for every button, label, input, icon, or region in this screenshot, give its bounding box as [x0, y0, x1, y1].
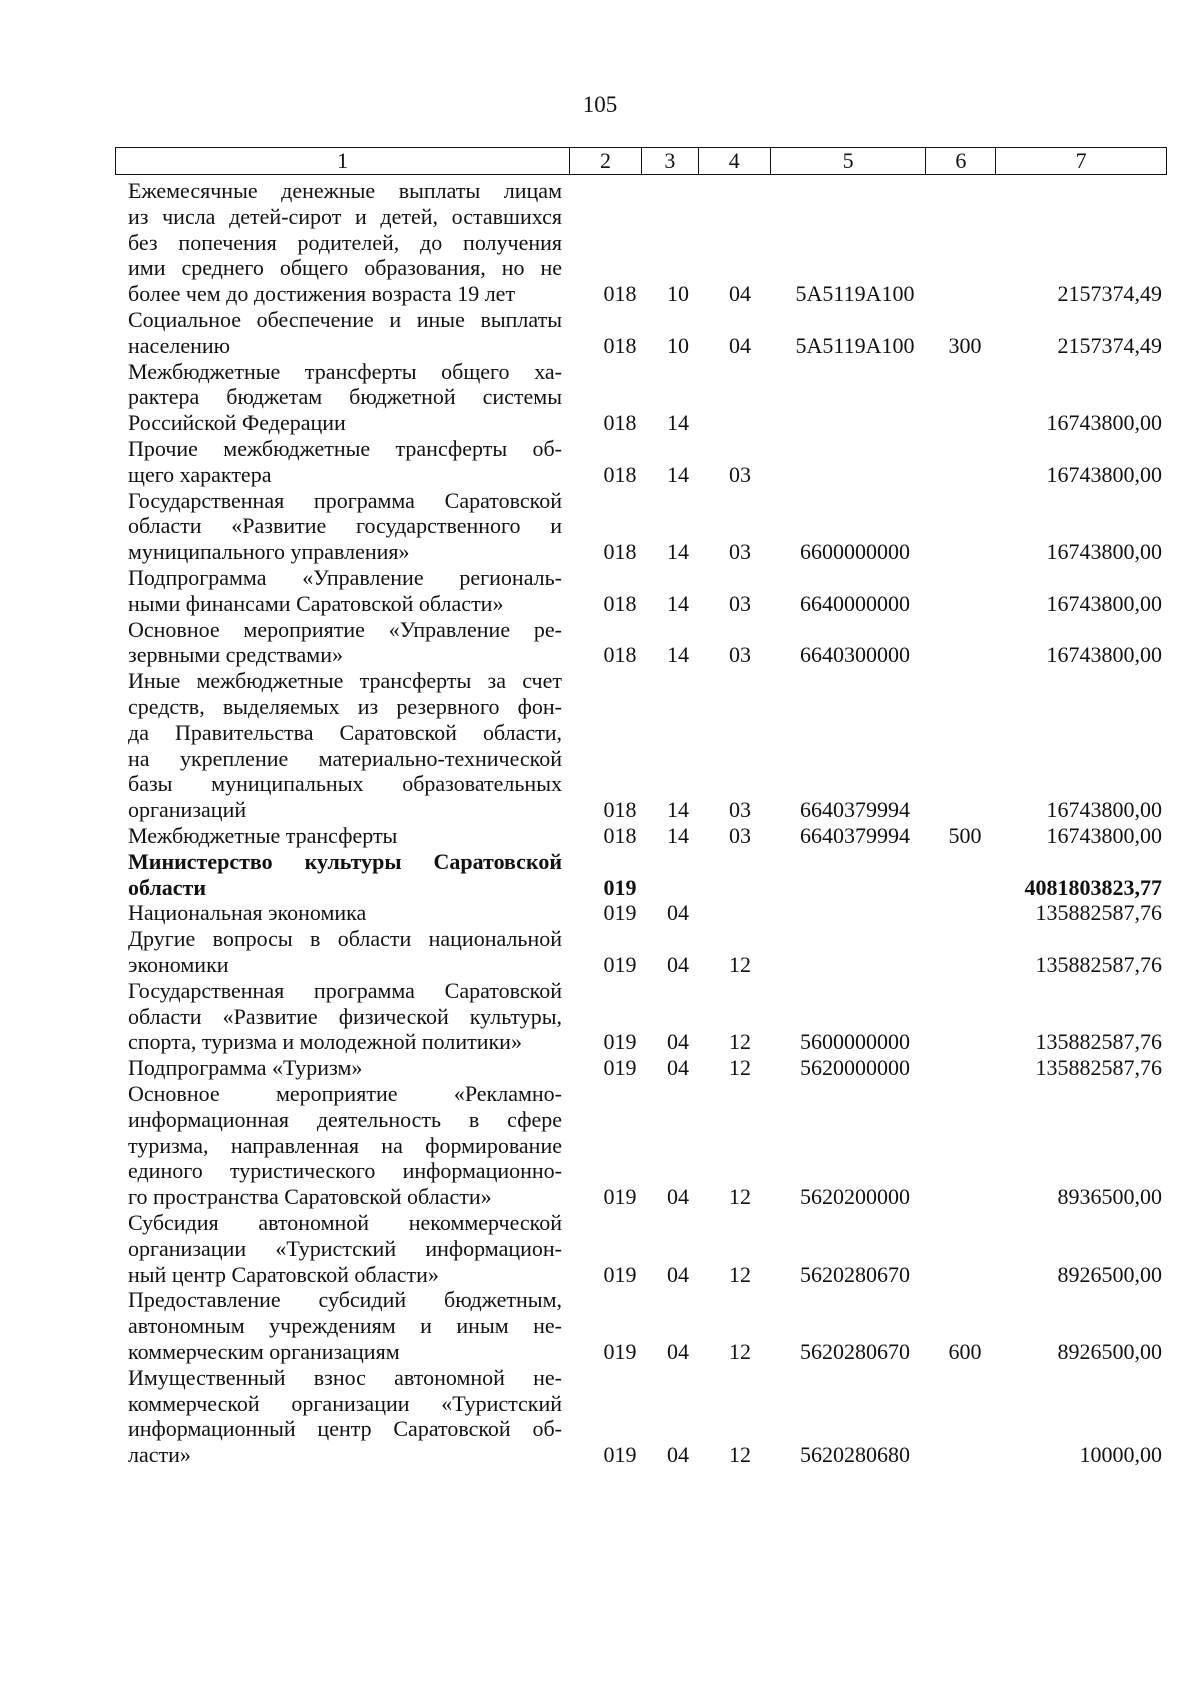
row-cell-c7: 8926500,00 [1057, 1338, 1162, 1364]
page-number: 105 [582, 92, 618, 117]
row-cell-c2: 018 [603, 822, 637, 848]
header-col-4: 4 [699, 148, 771, 174]
row-cell-c3: 14 [667, 797, 689, 823]
row-cell-c2: 019 [603, 1029, 637, 1055]
row-description-line: единого туристического информационно- [128, 1158, 562, 1184]
row-cell-c3: 04 [667, 1261, 689, 1287]
row-description-line: муниципального управления» [128, 539, 410, 565]
header-col-3: 3 [642, 148, 699, 174]
table-row [0, 307, 1200, 359]
row-description [128, 488, 562, 565]
row-cell-c3: 04 [667, 900, 689, 926]
row-cell-c7: 16743800,00 [1046, 410, 1162, 436]
row-cell-c3: 04 [667, 951, 689, 977]
table-row [0, 978, 1200, 1055]
row-cell-c2: 018 [603, 281, 637, 307]
row-description [128, 823, 562, 849]
row-description-line: Основное мероприятие «Управление ре- [128, 616, 562, 642]
table-row [0, 617, 1200, 669]
row-cell-c5: 6640000000 [800, 590, 910, 616]
row-cell-c4: 04 [729, 281, 751, 307]
row-description [128, 178, 562, 307]
row-cell-c2: 019 [603, 1261, 637, 1287]
header-col-2: 2 [570, 148, 642, 174]
row-cell-c7: 16743800,00 [1046, 642, 1162, 668]
row-cell-c3: 04 [667, 1055, 689, 1081]
row-cell-c3: 14 [667, 461, 689, 487]
table-row [0, 178, 1200, 307]
row-description [128, 1055, 562, 1081]
row-cell-c4: 12 [729, 1029, 751, 1055]
row-description [128, 307, 562, 359]
table-row [0, 849, 1200, 901]
row-description-line: на укрепление материально-технической [128, 745, 562, 771]
row-description-line: спорта, туризма и молодежной политики» [128, 1029, 522, 1055]
table-body [0, 178, 1200, 1468]
row-description-line: Основное мероприятие «Рекламно- [128, 1080, 562, 1106]
row-cell-c7: 16743800,00 [1046, 797, 1162, 823]
table-row [0, 436, 1200, 488]
row-cell-c5: 6640300000 [800, 642, 910, 668]
header-col-1: 1 [116, 148, 570, 174]
row-cell-c2: 018 [603, 410, 637, 436]
row-description-line: Российской Федерации [128, 410, 346, 436]
row-cell-c2: 018 [603, 797, 637, 823]
row-description-line: го пространства Саратовской области» [128, 1184, 492, 1210]
row-description [128, 359, 562, 436]
row-description [128, 1081, 562, 1210]
table-row [0, 900, 1200, 926]
row-description-line: Межбюджетные трансферты [128, 822, 398, 848]
row-description-line: автономным учреждениям и иным не- [128, 1313, 562, 1339]
row-description-line: ными финансами Саратовской области» [128, 590, 504, 616]
row-description-line: Подпрограмма «Туризм» [128, 1055, 363, 1081]
row-description-line: информационный центр Саратовской об- [128, 1416, 562, 1442]
row-cell-c7: 8936500,00 [1057, 1184, 1162, 1210]
header-col-6: 6 [926, 148, 996, 174]
row-cell-c5: 5620000000 [800, 1055, 910, 1081]
row-description [128, 436, 562, 488]
row-cell-c4: 03 [729, 461, 751, 487]
row-description [128, 565, 562, 617]
row-description-line: ный центр Саратовской области» [128, 1261, 439, 1287]
row-cell-c5: 5А5119А100 [795, 281, 915, 307]
row-description-line: Министерство культуры Саратовской [128, 848, 562, 874]
row-cell-c2: 018 [603, 539, 637, 565]
row-cell-c4: 03 [729, 822, 751, 848]
row-cell-c3: 14 [667, 642, 689, 668]
row-cell-c7: 8926500,00 [1057, 1261, 1162, 1287]
row-description-line: зервными средствами» [128, 642, 343, 668]
row-cell-c2: 018 [603, 590, 637, 616]
header-col-7: 7 [1075, 148, 1087, 173]
row-cell-c5: 5620200000 [800, 1184, 910, 1210]
row-cell-c3: 14 [667, 410, 689, 436]
row-description-line: базы муниципальных образовательных [128, 771, 562, 797]
table-row [0, 1210, 1200, 1287]
row-cell-c7: 135882587,76 [1035, 1055, 1162, 1081]
row-description [128, 1287, 562, 1364]
row-cell-c7: 16743800,00 [1046, 461, 1162, 487]
row-cell-c7: 135882587,76 [1035, 1029, 1162, 1055]
row-description-line: организаций [128, 797, 247, 823]
row-description-line: из числа детей-сирот и детей, оставшихся [128, 203, 562, 229]
row-cell-c5: 5620280670 [800, 1338, 910, 1364]
table-row [0, 1081, 1200, 1210]
row-cell-c5: 5600000000 [800, 1029, 910, 1055]
row-description [128, 1210, 562, 1287]
row-description-line: средств, выделяемых из резервного фон- [128, 693, 562, 719]
row-cell-c3: 14 [667, 822, 689, 848]
table-header [115, 147, 1167, 175]
table-row [0, 565, 1200, 617]
row-description-line: Социальное обеспечение и иные выплаты [128, 307, 562, 332]
row-description-line: Субсидия автономной некоммерческой [128, 1209, 562, 1235]
row-description-line: Предоставление субсидий бюджетным, [128, 1287, 562, 1313]
row-cell-c5: 6600000000 [800, 539, 910, 565]
row-description-line: коммерческим организациям [128, 1338, 400, 1364]
row-cell-c4: 03 [729, 590, 751, 616]
row-cell-c7: 2157374,49 [1057, 281, 1162, 307]
row-description-line: Имущественный взнос автономной не- [128, 1364, 562, 1390]
table-row [0, 359, 1200, 436]
row-description [128, 668, 562, 823]
row-cell-c3: 04 [667, 1029, 689, 1055]
row-cell-c2: 018 [603, 642, 637, 668]
row-cell-c6: 300 [948, 332, 982, 358]
row-description-line: области «Развитие государственного и [128, 513, 562, 539]
row-cell-c2: 018 [603, 461, 637, 487]
row-description-line: экономики [128, 951, 229, 977]
table-row [0, 488, 1200, 565]
row-cell-c7: 4081803823,77 [1024, 874, 1162, 900]
row-description-line: Прочие межбюджетные трансферты об- [128, 435, 562, 461]
table-row [0, 926, 1200, 978]
row-description-line: организации «Туристский информацион- [128, 1235, 562, 1261]
row-cell-c4: 03 [729, 539, 751, 565]
table-row [0, 1365, 1200, 1468]
row-cell-c3: 04 [667, 1338, 689, 1364]
row-description-line: щего характера [128, 461, 272, 487]
row-cell-c2: 019 [603, 1055, 637, 1081]
table-row [0, 668, 1200, 823]
row-description-line: Государственная программа Саратовской [128, 977, 562, 1003]
row-cell-c7: 10000,00 [1079, 1442, 1162, 1468]
row-cell-c5: 6640379994 [800, 822, 910, 848]
row-description [128, 926, 562, 978]
row-cell-c7: 16743800,00 [1046, 539, 1162, 565]
row-cell-c6: 600 [948, 1338, 982, 1364]
row-description-line: информационная деятельность в сфере [128, 1106, 562, 1132]
row-cell-c4: 03 [729, 642, 751, 668]
row-description-line: Межбюджетные трансферты общего ха- [128, 358, 562, 384]
row-cell-c4: 12 [729, 951, 751, 977]
row-cell-c2: 019 [603, 1338, 637, 1364]
header-col-5: 5 [771, 148, 927, 174]
row-cell-c2: 019 [603, 900, 637, 926]
row-description-line: ласти» [128, 1442, 191, 1468]
row-cell-c3: 04 [667, 1184, 689, 1210]
row-cell-c4: 12 [729, 1442, 751, 1468]
row-description [128, 1365, 562, 1468]
table-row [0, 823, 1200, 849]
row-cell-c4: 12 [729, 1055, 751, 1081]
row-cell-c5: 6640379994 [800, 797, 910, 823]
table-row [0, 1287, 1200, 1364]
row-description-line: туризма, направленная на формирование [128, 1132, 562, 1158]
row-cell-c2: 019 [603, 874, 637, 900]
row-cell-c4: 03 [729, 797, 751, 823]
row-description-line: населению [128, 332, 231, 358]
row-description-line: коммерческой организации «Туристский [128, 1390, 562, 1416]
row-cell-c2: 018 [603, 332, 637, 358]
row-description-line: Государственная программа Саратовской [128, 487, 562, 513]
row-cell-c6: 500 [948, 822, 982, 848]
row-description-line: Ежемесячные денежные выплаты лицам [128, 178, 562, 203]
row-cell-c2: 019 [603, 951, 637, 977]
row-description-line: Другие вопросы в области национальной [128, 926, 562, 952]
row-cell-c3: 10 [667, 332, 689, 358]
row-description-line: области [128, 874, 207, 900]
row-cell-c4: 04 [729, 332, 751, 358]
row-cell-c3: 10 [667, 281, 689, 307]
row-description-line: Национальная экономика [128, 900, 367, 926]
row-cell-c2: 019 [603, 1184, 637, 1210]
row-cell-c7: 135882587,76 [1035, 951, 1162, 977]
row-cell-c3: 04 [667, 1442, 689, 1468]
row-cell-c7: 16743800,00 [1046, 590, 1162, 616]
row-description-line: без попечения родителей, до получения [128, 229, 562, 255]
row-description-line: да Правительства Саратовской области, [128, 719, 562, 745]
row-cell-c2: 019 [603, 1442, 637, 1468]
row-description [128, 617, 562, 669]
row-description-line: более чем до достижения возраста 19 лет [128, 281, 516, 307]
row-cell-c4: 12 [729, 1338, 751, 1364]
row-description-line: ими среднего общего образования, но не [128, 255, 562, 281]
row-cell-c5: 5620280670 [800, 1261, 910, 1287]
row-description-line: Подпрограмма «Управление региональ- [128, 564, 562, 590]
row-description [128, 978, 562, 1055]
row-cell-c5: 5620280680 [800, 1442, 910, 1468]
row-cell-c3: 14 [667, 590, 689, 616]
row-description-line: Иные межбюджетные трансферты за счет [128, 668, 562, 694]
row-cell-c4: 12 [729, 1261, 751, 1287]
row-cell-c3: 14 [667, 539, 689, 565]
row-description-line: области «Развитие физической культуры, [128, 1003, 562, 1029]
row-cell-c5: 5А5119А100 [795, 332, 915, 358]
row-description [128, 849, 562, 901]
row-cell-c7: 135882587,76 [1035, 900, 1162, 926]
row-description [128, 900, 562, 926]
row-cell-c7: 2157374,49 [1057, 332, 1162, 358]
table-row [0, 1055, 1200, 1081]
row-description-line: рактера бюджетам бюджетной системы [128, 384, 562, 410]
row-cell-c4: 12 [729, 1184, 751, 1210]
row-cell-c7: 16743800,00 [1046, 822, 1162, 848]
